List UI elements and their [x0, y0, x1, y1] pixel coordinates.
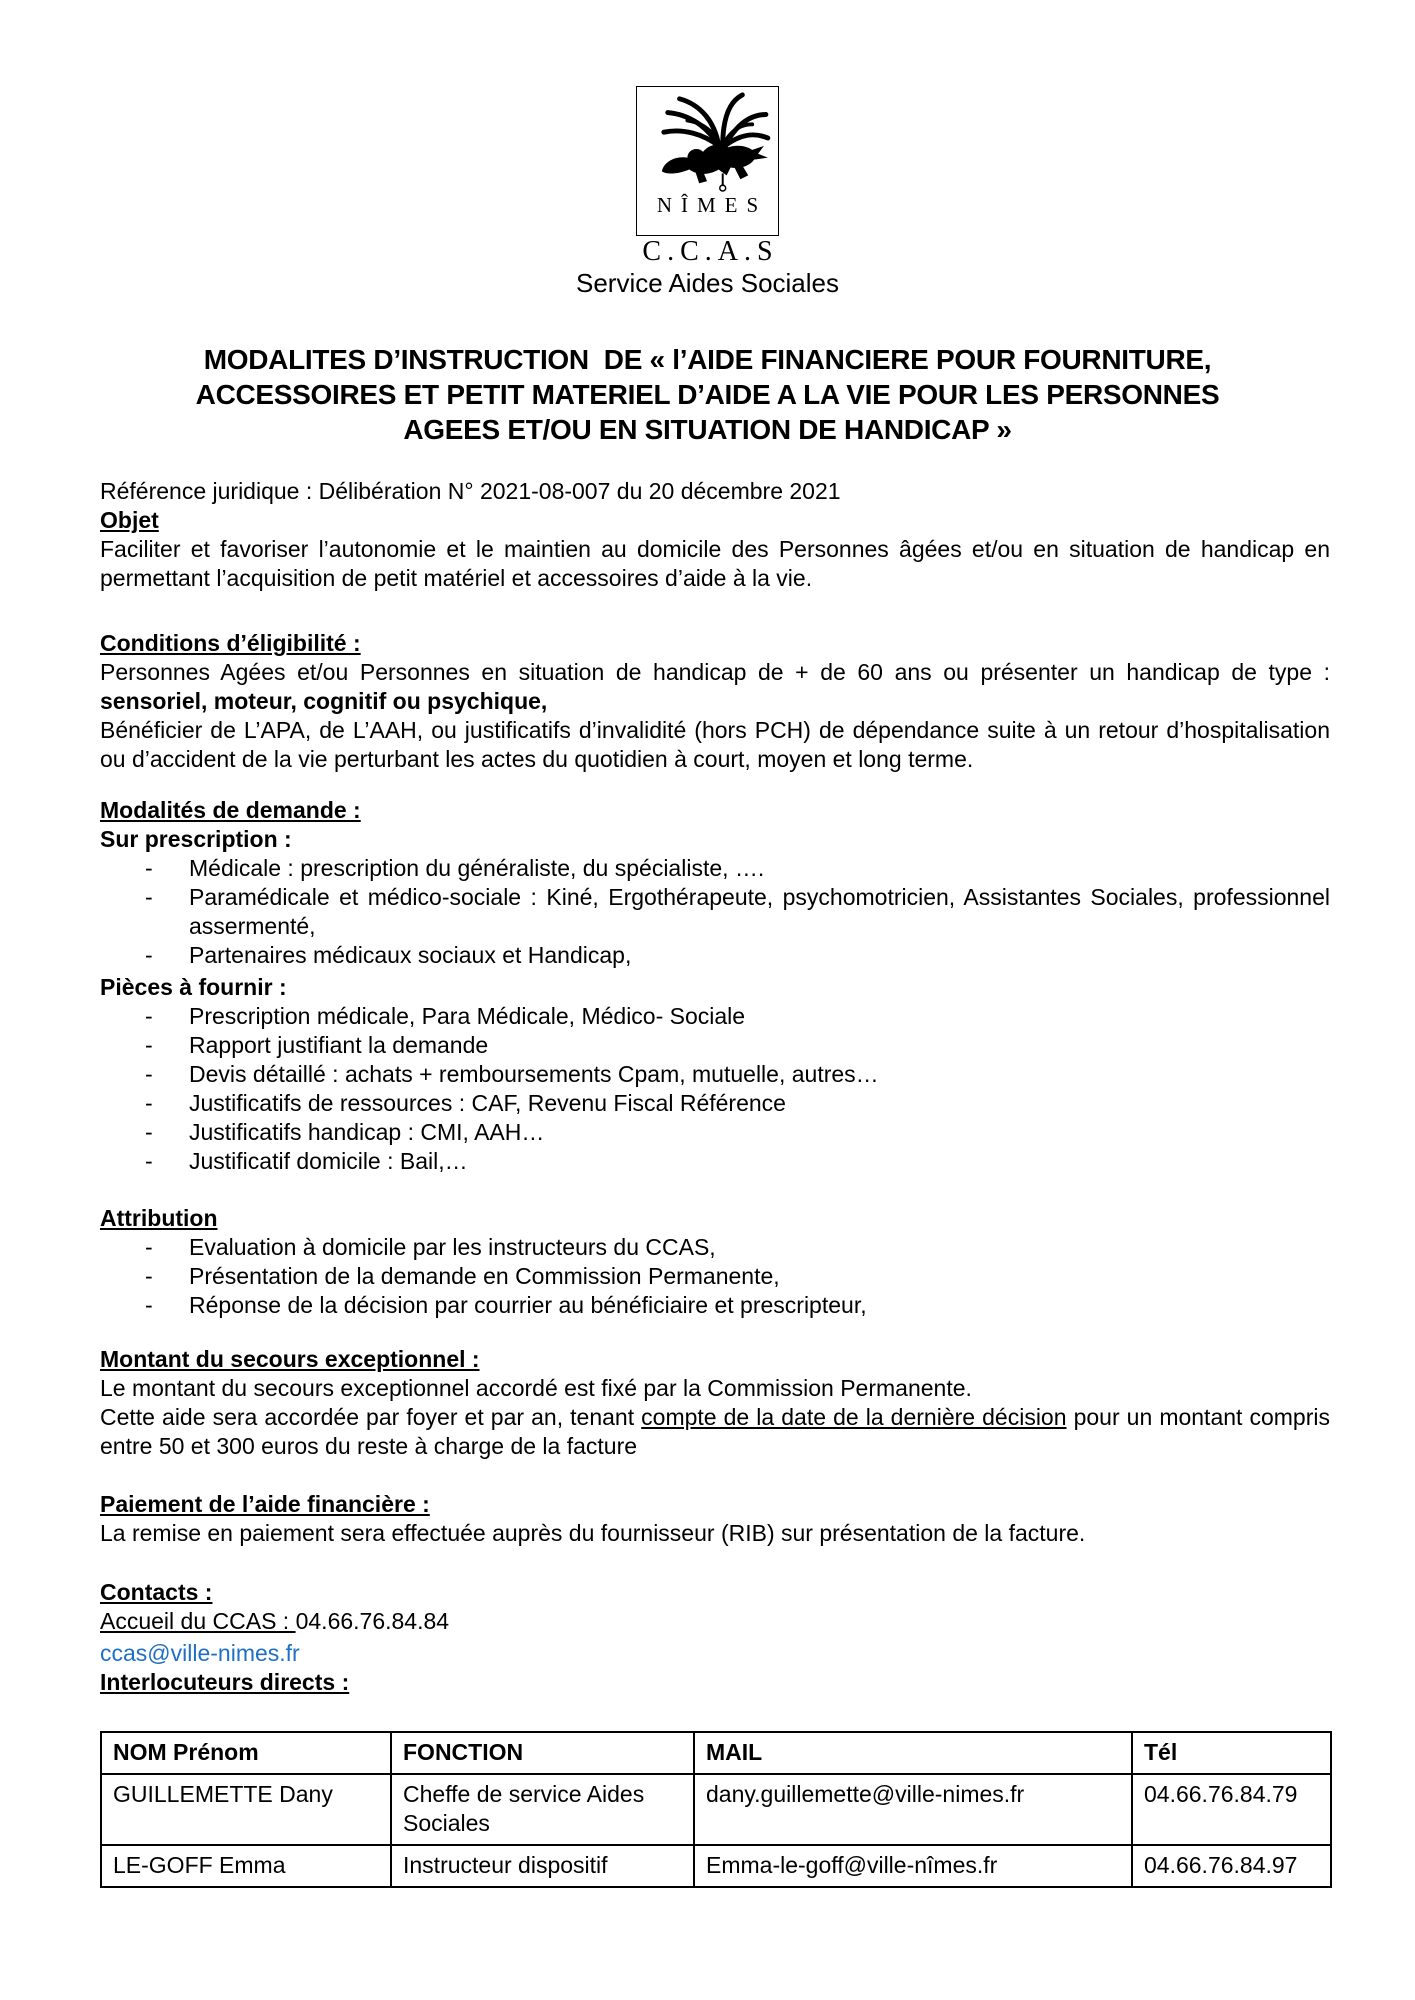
pieces-a-fournir-subheading: Pièces à fournir : — [100, 974, 287, 1000]
list-item: - Justificatifs handicap : CMI, AAH… — [100, 1118, 1330, 1147]
table-cell-fonction: Cheffe de service Aides Sociales — [391, 1774, 694, 1845]
list-item: - Médicale : prescription du généraliste, du spécialiste, …. — [100, 854, 1330, 883]
modalites-heading: Modalités de demande : — [100, 797, 361, 823]
logo-service-label: Service Aides Sociales — [575, 268, 840, 298]
list-item: - Justificatifs de ressources : CAF, Revenu Fiscal Référence — [100, 1089, 1330, 1118]
accueil-label: Accueil du CCAS : — [100, 1608, 296, 1634]
montant-heading: Montant du secours exceptionnel : — [100, 1346, 480, 1372]
sur-prescription-subheading: Sur prescription : — [100, 826, 292, 852]
list-item: - Evaluation à domicile par les instructeurs du CCAS, — [100, 1233, 1330, 1262]
paiement-paragraph: La remise en paiement sera effectuée auprès du fournisseur (RIB) sur présentation de la facture. — [100, 1520, 1086, 1546]
conditions-paragraph-1 — [100, 658, 1330, 716]
table-header-mail: MAIL — [694, 1732, 1132, 1774]
reference-line: Référence juridique : Délibération N° 2021-08-007 du 20 décembre 2021 — [100, 478, 841, 504]
list-item: - Prescription médicale, Para Médicale, Médico- Sociale — [100, 1002, 1330, 1031]
conditions-paragraph-2: Bénéficier de L’APA, de L’AAH, ou justificatifs d’invalidité (hors PCH) de dépendance suite à un retour d’hospitalisation ou d’accident de la vie perturbant les actes du quotidien à court, moyen et long terme. — [100, 717, 1330, 772]
table-cell-mail: dany.guillemette@ville-nimes.fr — [694, 1774, 1132, 1845]
table-header-tel: Tél — [1132, 1732, 1331, 1774]
title-line-2: ACCESSOIRES ET PETIT MATERIEL D’AIDE A LA VIE POUR LES PERSONNES — [195, 379, 1220, 410]
attribution-heading: Attribution — [100, 1205, 218, 1231]
nimes-crest-icon — [644, 89, 772, 193]
interlocuteurs-heading: Interlocuteurs directs : — [100, 1669, 350, 1695]
document-body — [0, 477, 1415, 1888]
document-header — [0, 0, 1415, 298]
list-item: - Réponse de la décision par courrier au bénéficiaire et prescripteur, — [100, 1291, 1330, 1320]
table-cell-fonction: Instructeur dispositif — [391, 1845, 694, 1887]
montant-section — [100, 1345, 1330, 1461]
title-line-3: AGEES ET/OU EN SITUATION DE HANDICAP » — [403, 414, 1012, 445]
title-line-1: MODALITES D’INSTRUCTION DE « l’AIDE FINANCIERE POUR FOURNITURE, — [203, 344, 1212, 375]
table-header-nom: NOM Prénom — [101, 1732, 391, 1774]
table-header-row — [101, 1732, 1331, 1774]
conditions-section — [100, 629, 1330, 774]
list-item: - Partenaires médicaux sociaux et Handicap, — [100, 941, 1330, 970]
accueil-phone: 04.66.76.84.84 — [295, 1608, 450, 1634]
list-item: - Présentation de la demande en Commission Permanente, — [100, 1262, 1330, 1291]
conditions-text-bold: sensoriel, moteur, cognitif ou psychique, — [100, 688, 548, 714]
objet-heading: Objet — [100, 507, 159, 533]
attribution-section — [100, 1204, 1330, 1320]
ccas-email-link[interactable]: ccas@ville-nimes.fr — [100, 1640, 300, 1666]
table-row — [101, 1845, 1331, 1887]
montant-text-underlined: compte de la date de la dernière décision — [641, 1404, 1067, 1430]
contacts-table — [100, 1731, 1332, 1888]
list-item: - Justificatif domicile : Bail,… — [100, 1147, 1330, 1176]
table-cell-tel: 04.66.76.84.79 — [1132, 1774, 1331, 1845]
objet-paragraph: Faciliter et favoriser l’autonomie et le maintien au domicile des Personnes âgées et/ou en situation de handicap en permettant l’acquisition de petit matériel et accessoires d’aide à la vie. — [100, 536, 1330, 591]
montant-paragraph-2 — [100, 1403, 1330, 1461]
contacts-heading: Contacts : — [100, 1579, 213, 1605]
table-cell-nom: GUILLEMETTE Dany — [101, 1774, 391, 1845]
email-line — [100, 1639, 1330, 1668]
montant-paragraph-1: Le montant du secours exceptionnel accordé est fixé par la Commission Permanente. — [100, 1375, 972, 1401]
paiement-heading: Paiement de l’aide financière : — [100, 1491, 430, 1517]
paiement-section — [100, 1490, 1330, 1548]
logo-city-label: NÎMES — [656, 193, 768, 217]
table-header-fonction: FONCTION — [391, 1732, 694, 1774]
list-item: - Devis détaillé : achats + remboursements Cpam, mutuelle, autres… — [100, 1060, 1330, 1089]
list-item: - Paramédicale et médico-sociale : Kiné, Ergothérapeute, psychomotricien, Assistantes Sociales, professionnel assermenté, — [100, 883, 1330, 941]
objet-section — [100, 506, 1330, 593]
montant-text-before: Cette aide sera accordée par foyer et par an, tenant — [100, 1404, 642, 1430]
contacts-section — [100, 1578, 1330, 1697]
table-cell-tel: 04.66.76.84.97 — [1132, 1845, 1331, 1887]
list-item: - Rapport justifiant la demande — [100, 1031, 1330, 1060]
logo-box — [636, 86, 779, 236]
montant-text-after: pour un montant compris entre 50 et 300 euros du reste à charge de la facture — [100, 1404, 1330, 1459]
conditions-heading: Conditions d’éligibilité : — [100, 630, 361, 656]
modalites-section — [100, 796, 1330, 1176]
logo-org-label: C.C.A.S — [642, 236, 779, 267]
document-title — [0, 342, 1415, 447]
conditions-text-normal: Personnes Agées et/ou Personnes en situation de handicap de + de 60 ans ou présenter un handicap de type : — [100, 659, 1330, 685]
table-row — [101, 1774, 1331, 1845]
table-cell-mail: Emma-le-goff@ville-nîmes.fr — [694, 1845, 1132, 1887]
table-cell-nom: LE-GOFF Emma — [101, 1845, 391, 1887]
accueil-line — [100, 1607, 1330, 1636]
